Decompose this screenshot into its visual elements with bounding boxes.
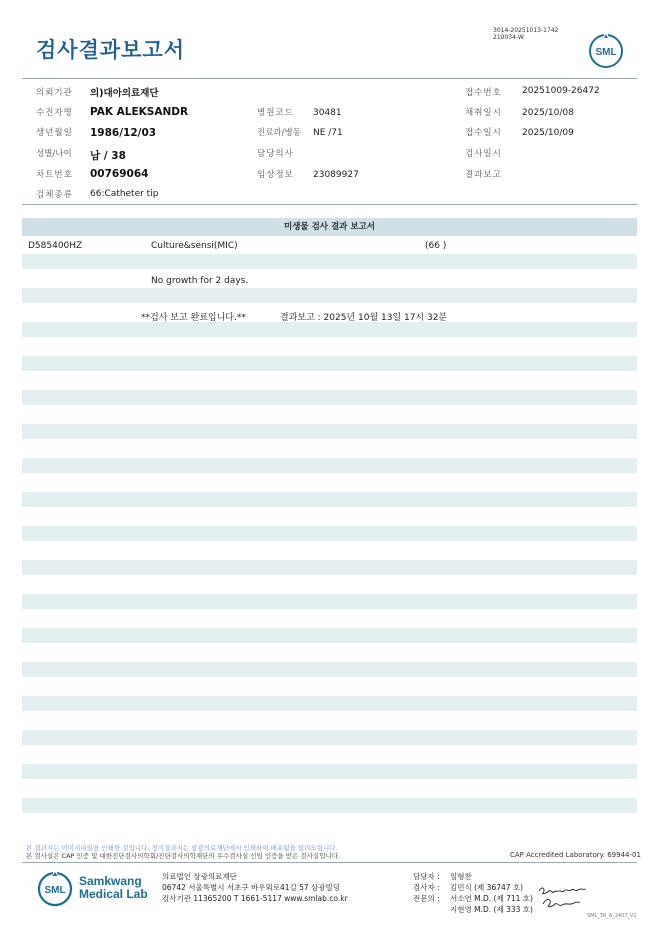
staff-label-manager: 담당자 : (413, 872, 440, 881)
staff-labels (413, 871, 440, 904)
doctor-label: 담당의사 (257, 149, 294, 159)
result-band (22, 390, 637, 405)
institution-label: 의뢰기관 (36, 88, 73, 98)
clinical-info-label: 임상정보 (257, 170, 294, 180)
footer-notice-accreditation: 본 검사실은 CAP 인증 및 대한진단검사의학회/진단검사의학재단의 우수검사실 신임 인증을 받은 검사실입니다. (26, 852, 341, 860)
footer-notice-image: 본 결과지는 이미지파일을 인쇄한 것입니다. 정식결과지는 삼광의료재단에서 인쇄하여 배포됨을 알려드립니다. (26, 844, 338, 852)
result-finding: No growth for 2 days. (151, 276, 249, 286)
result-band (22, 254, 637, 269)
lab-address: 06742 서울특별시 서초구 바우뫼로41길 57 삼광빌딩 (162, 883, 341, 892)
birth-date-label: 생년월일 (36, 128, 73, 138)
institution-value: 의)대아의료재단 (90, 88, 159, 99)
result-band (22, 628, 637, 643)
clinical-info-value: 23089927 (313, 170, 359, 180)
result-band (22, 458, 637, 473)
result-band (22, 662, 637, 677)
signature-2 (540, 894, 582, 908)
staff-label-tester: 검사자 : (413, 883, 440, 892)
document-number-line2: 210034-W (493, 34, 524, 41)
chart-no-value: 00769064 (90, 168, 149, 180)
cap-accreditation: CAP Accredited Laboratory. 69944-01 (510, 851, 641, 859)
receipt-date-value: 2025/10/09 (522, 128, 574, 138)
brand-name (79, 875, 148, 901)
document-number-line1: 3014-20251013-1742 (493, 27, 559, 34)
staff-values (450, 871, 533, 915)
lab-info (162, 871, 348, 904)
result-band (22, 798, 637, 813)
receipt-no-label: 접수번호 (465, 88, 502, 98)
ward-code-label: 병원코드 (257, 108, 294, 118)
result-band (22, 492, 637, 507)
footer-divider (22, 862, 637, 863)
result-report-label: 결과보고 (465, 170, 502, 180)
signature-1 (537, 880, 593, 892)
chart-no-label: 차트번호 (36, 170, 73, 180)
staff-label-specialist: 전문의 : (413, 894, 440, 903)
result-band (22, 560, 637, 575)
result-complete-note: **검사 보고 완료입니다.** (141, 313, 246, 323)
result-band (22, 764, 637, 779)
patient-name-value: PAK ALEKSANDR (90, 106, 189, 118)
patient-name-label: 수진자명 (36, 108, 73, 118)
header-divider (22, 78, 637, 79)
result-code: D585400HZ (28, 241, 83, 251)
staff-tester: 김민식 (제 36747 호) (450, 883, 524, 892)
collect-date-label: 채취일시 (465, 108, 502, 118)
result-test-name: Culture&sensi(MIC) (151, 241, 238, 251)
result-band (22, 424, 637, 439)
sex-age-value: 남 / 38 (90, 150, 126, 162)
result-band (22, 288, 637, 303)
staff-specialist-2: 지현영 M.D. (제 333 호) (450, 905, 533, 914)
lab-org-name: 의료법인 삼광의료재단 (162, 872, 237, 881)
staff-manager: 임형찬 (450, 872, 472, 881)
staff-specialist-1: 서소연 M.D. (제 711 호) (450, 894, 533, 903)
sml-logo-text: SML (595, 47, 617, 58)
result-band (22, 322, 637, 337)
specimen-label: 검체종류 (36, 190, 73, 200)
dept-ward-label: 진료과/병동 (257, 128, 301, 138)
result-band (22, 594, 637, 609)
result-band (22, 696, 637, 711)
samkwang-logo (34, 871, 76, 907)
receipt-date-label: 접수일시 (465, 128, 502, 138)
brand-name-line2: Medical Lab (79, 887, 148, 901)
result-band (22, 356, 637, 371)
specimen-value: 66:Catheter tip (90, 189, 159, 199)
lab-contact: 검사기관 11365200 T 1661-5117 www.smlab.co.kr (162, 894, 348, 903)
receipt-no-value: 20251009-26472 (522, 86, 600, 96)
sml-logo (588, 33, 624, 69)
result-band (22, 526, 637, 541)
dept-ward-value: NE /71 (313, 128, 343, 138)
collect-date-value: 2025/10/08 (522, 108, 574, 118)
birth-date-value: 1986/12/03 (90, 127, 157, 139)
page-title: 검사결과보고서 (36, 38, 186, 62)
results-section-title: 미생물 검사 결과 보고서 (22, 218, 637, 236)
test-date-label: 검사일시 (465, 149, 502, 159)
result-report-time: 결과보고 : 2025년 10월 13일 17시 32분 (280, 313, 448, 323)
ward-code-value: 30481 (313, 108, 342, 118)
samkwang-logo-text: SML (44, 885, 66, 896)
result-test-extra: (66 ) (425, 241, 447, 251)
result-band (22, 730, 637, 745)
info-divider (22, 204, 637, 205)
brand-name-line1: Samkwang (79, 874, 142, 888)
sex-age-label: 성별/나이 (36, 149, 72, 159)
form-code: SML_TR_A_2407_V1 (587, 913, 637, 919)
document-number (493, 27, 558, 41)
